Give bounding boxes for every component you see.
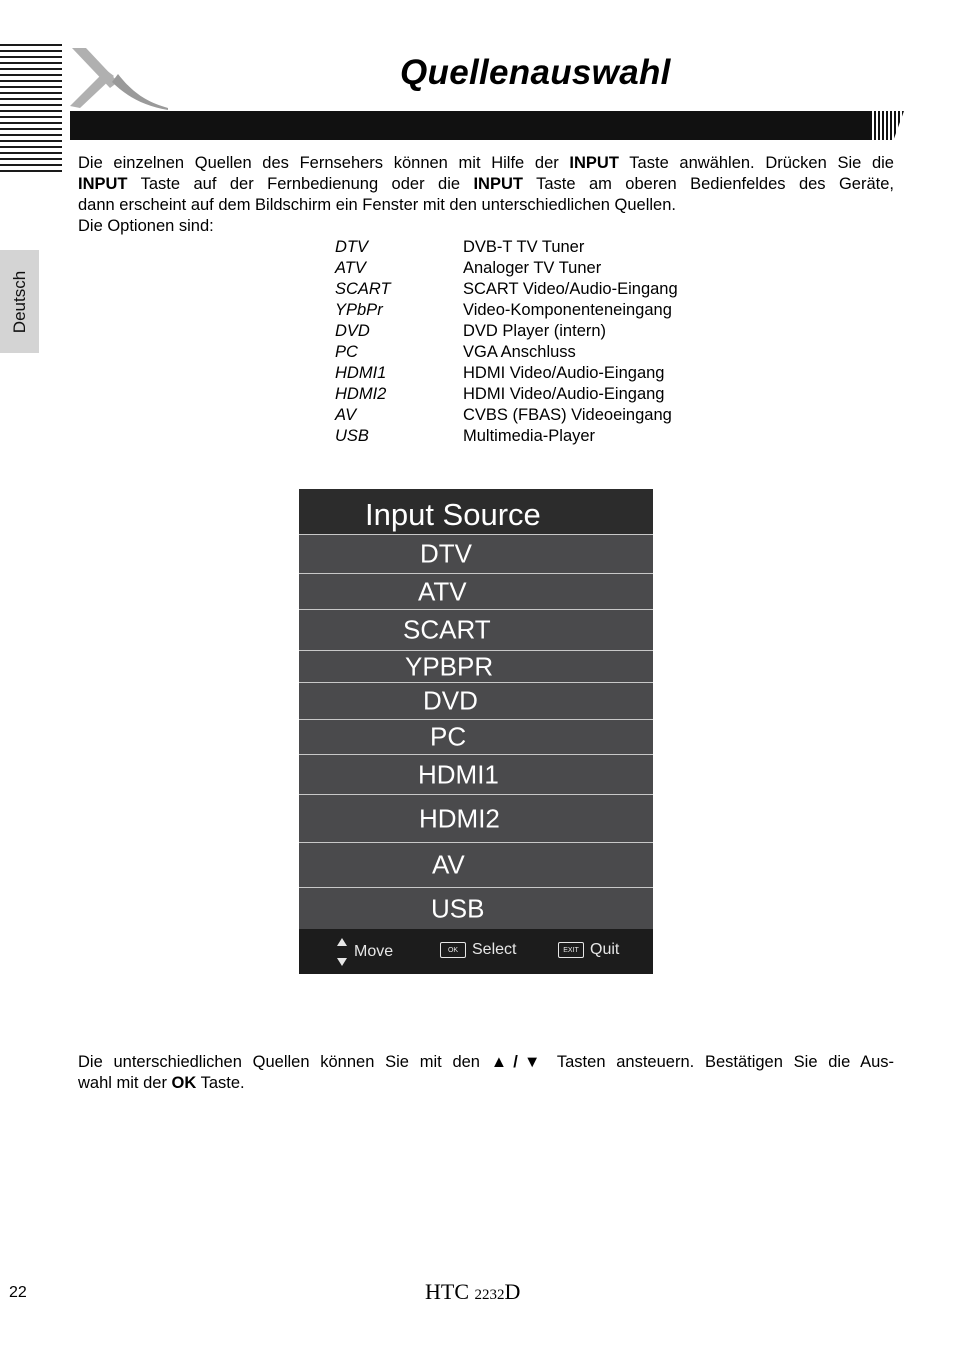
page-title: Quellenauswahl [400,53,671,92]
option-desc: VGA Anschluss [463,343,576,361]
menu-item-label: USB [431,893,485,923]
intro-paragraph [78,153,894,237]
option-row [335,384,678,405]
options-list [335,237,678,447]
exit-key-icon: EXIT [558,942,584,958]
select-label: Select [472,941,517,958]
option-desc: HDMI Video/Audio-Eingang [463,385,665,403]
option-desc: CVBS (FBAS) Videoeingang [463,406,672,424]
language-tab [0,250,39,353]
model-name [425,1279,520,1305]
menu-item-scart[interactable] [299,609,653,650]
option-key: DVD [335,322,370,340]
menu-item-label: HDMI2 [419,803,500,833]
brand-x-logo [66,44,170,114]
intro-text: Taste am oberen Bedienfeldes des Geräte, [522,175,895,193]
move-label: Move [354,943,394,960]
ok-keyword: OK [171,1074,197,1092]
header-bar-fade [862,111,904,140]
outro-text: Tasten ansteuern. Bestätigen Sie die Aus- [546,1053,895,1071]
intro-text: Taste auf der Fernbedienung oder die [127,175,474,193]
menu-item-av[interactable] [299,842,653,887]
option-key: ATV [335,259,366,277]
menu-item-dvd[interactable] [299,682,653,719]
menu-item-label: YPBPR [405,651,494,681]
option-desc: Analoger TV Tuner [463,259,602,277]
menu-item-pc[interactable] [299,719,653,754]
quit-label: Quit [590,941,620,958]
menu-footer [299,929,653,974]
input-keyword: INPUT [473,175,523,193]
menu-title: Input Source [365,497,541,532]
option-key: HDMI1 [335,364,387,382]
option-row [335,237,678,258]
option-desc: SCART Video/Audio-Eingang [463,280,678,298]
menu-item-label: ATV [418,576,467,606]
input-keyword: INPUT [569,154,619,172]
menu-item-hdmi1[interactable] [299,754,653,794]
menu-item-hdmi2[interactable] [299,794,653,842]
up-down-arrow-icon [336,937,348,967]
intro-line-3: dann erscheint auf dem Bildschirm ein Fenster mit den unterschiedlichen Quellen. [78,196,676,214]
menu-item-label: DTV [420,538,472,569]
input-source-menu [299,489,653,974]
option-desc: HDMI Video/Audio-Eingang [463,364,665,382]
select-hint [440,941,516,959]
option-key: DTV [335,238,368,256]
language-tab-label: Deutsch [9,270,29,333]
outro-paragraph [78,1052,894,1094]
option-row [335,405,678,426]
menu-item-ypbpr[interactable] [299,650,653,682]
model-prefix: HTC [425,1279,475,1304]
outro-line-2 [78,1073,894,1094]
option-key: SCART [335,280,391,298]
option-row [335,363,678,384]
outro-text: Taste. [196,1074,245,1092]
option-key: YPbPr [335,301,383,319]
model-suffix: D [504,1279,521,1304]
header-stripes [0,44,62,172]
outro-text: Die unterschiedlichen Quellen können Sie mit den [78,1053,491,1071]
option-row [335,426,678,447]
option-row [335,300,678,321]
option-desc: Video-Komponenteneingang [463,301,672,319]
intro-line-1 [78,153,894,174]
option-row [335,321,678,342]
option-desc: DVD Player (intern) [463,322,607,340]
menu-item-dtv[interactable] [299,534,653,573]
option-row [335,258,678,279]
header-bar [70,111,870,140]
option-key: USB [335,427,369,445]
menu-item-label: HDMI1 [418,759,499,789]
option-key: HDMI2 [335,385,387,403]
option-desc: DVB-T TV Tuner [463,238,585,256]
menu-item-label: DVD [423,685,478,716]
intro-line-4: Die Optionen sind: [78,217,214,235]
menu-header [299,489,653,534]
menu-item-usb[interactable] [299,887,653,929]
page-number: 22 [9,1284,27,1301]
intro-text: Taste anwählen. Drücken Sie die [618,154,894,172]
intro-line-2 [78,174,894,195]
option-desc: Multimedia-Player [463,427,596,445]
outro-line-1 [78,1052,894,1073]
model-number: 2232 [474,1287,505,1303]
input-keyword: INPUT [78,175,128,193]
outro-text: wahl mit der [78,1074,172,1092]
menu-item-label: PC [430,721,467,752]
arrow-keys-symbol: ▲/▼ [490,1053,547,1071]
option-row [335,279,678,300]
menu-item-label: AV [432,849,465,880]
intro-text: Die einzelnen Quellen des Fernsehers können mit Hilfe der [78,154,570,172]
move-hint [336,937,393,967]
menu-item-label: SCART [403,614,491,645]
option-key: AV [335,406,357,424]
quit-hint [558,941,619,959]
option-row [335,342,678,363]
option-key: PC [335,343,358,361]
ok-key-icon: OK [440,942,466,958]
menu-item-atv[interactable] [299,573,653,609]
